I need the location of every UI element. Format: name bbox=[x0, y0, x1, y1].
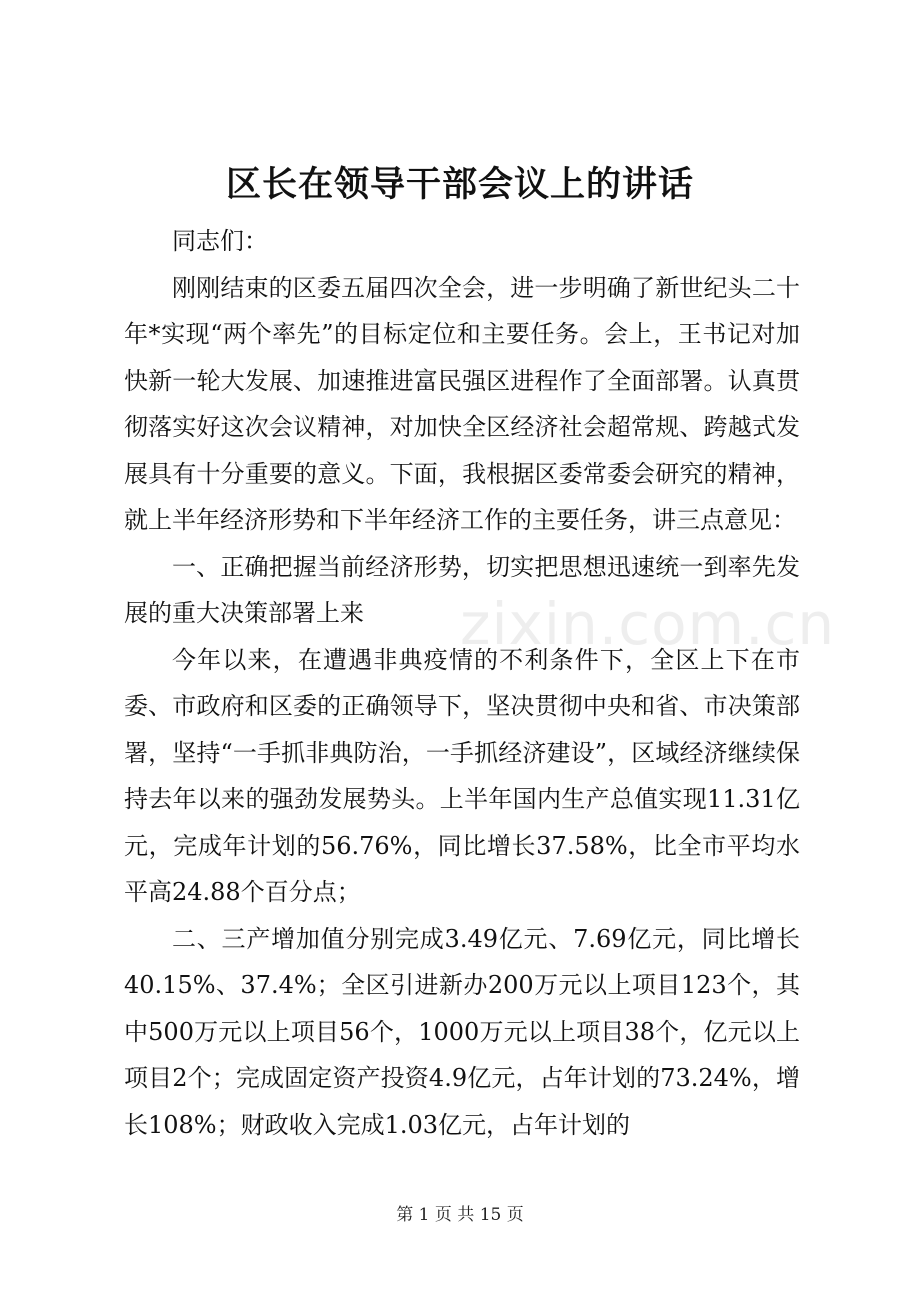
document-title: 区长在领导干部会议上的讲话 bbox=[225, 164, 694, 205]
section-heading-1: 一、正确把握当前经济形势，切实把思想迅速统一到率先发展的重大决策部署上来 bbox=[124, 552, 800, 627]
document-body bbox=[124, 218, 800, 1148]
paragraph-economy: 今年以来，在遭遇非典疫情的不利条件下，全区上下在市委、市政府和区委的正确领导下，坚决贯彻中央和省、市决策部署，坚持“一手抓非典防治，一手抓经济建设”，区域经济继续保持去年以来的强劲发展势头。上半年国内生产总值实现11.31亿元，完成年计划的56.76%，同比增长37.58%，比全市平均水平高24.88个百分点； bbox=[124, 645, 800, 906]
paragraph-intro: 刚刚结束的区委五届四次全会，进一步明确了新世纪头二十年*实现“两个率先”的目标定位和主要任务。会上，王书记对加快新一轮大发展、加速推进富民强区进程作了全面部署。认真贯彻落实好这次会议精神，对加快全区经济社会超常规、跨越式发展具有十分重要的意义。下面，我根据区委常委会研究的精神，就上半年经济形势和下半年经济工作的主要任务，讲三点意见： bbox=[124, 273, 800, 534]
watermark-text: zixin.com.cn bbox=[460, 590, 836, 658]
salutation: 同志们： bbox=[172, 227, 268, 255]
paragraph-statistics: 二、三产增加值分别完成3.49亿元、7.69亿元，同比增长40.15%、37.4%；全区引进新办200万元以上项目123个，其中500万元以上项目56个，1000万元以上项目38个，亿元以上项目2个；完成固定资产投资4.9亿元，占年计划的73.24%，增长108%；财政收入完成1.03亿元，占年计划的 bbox=[124, 924, 800, 1139]
page-number-footer: 第 1 页 共 15 页 bbox=[396, 1205, 524, 1225]
